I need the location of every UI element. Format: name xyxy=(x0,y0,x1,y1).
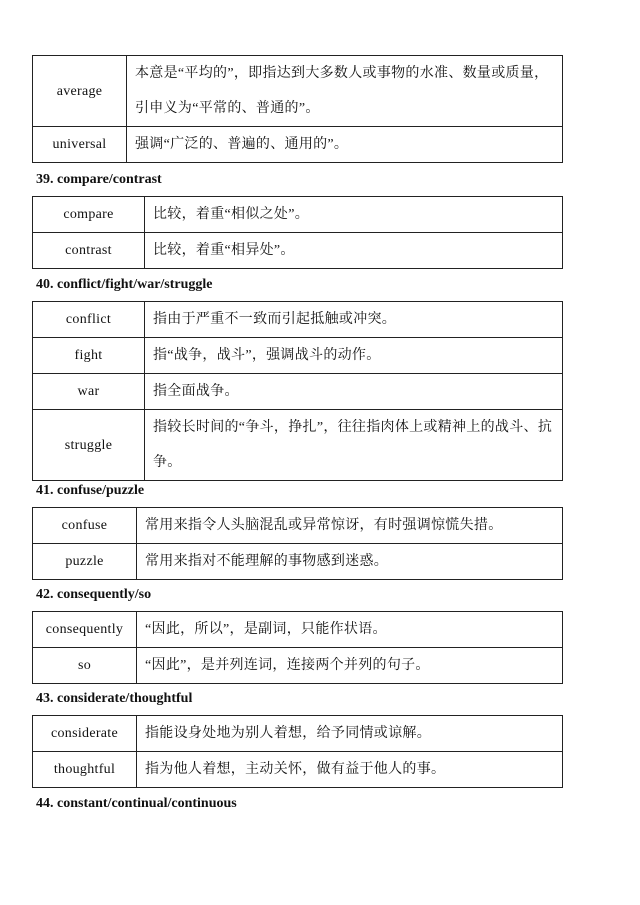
table-row xyxy=(33,410,563,481)
section-heading-44: 44. constant/continual/continuous xyxy=(36,796,237,811)
term-cell: war xyxy=(33,374,145,410)
term-cell: compare xyxy=(33,197,145,233)
table-row xyxy=(33,127,563,163)
definition-cell: 常用来指令人头脑混乱或异常惊讶，有时强调惊慌失措。 xyxy=(137,508,563,544)
section-heading-43: 43. considerate/thoughtful xyxy=(36,691,193,706)
definition-cell: 指“战争，战斗”，强调战斗的动作。 xyxy=(145,338,563,374)
table-compare-contrast xyxy=(32,196,563,269)
section-heading-40: 40. conflict/fight/war/struggle xyxy=(36,277,213,292)
table-row xyxy=(33,233,563,269)
definition-cell: 常用来指对不能理解的事物感到迷惑。 xyxy=(137,544,563,580)
term-cell: considerate xyxy=(33,716,137,752)
table-considerate-thoughtful xyxy=(32,715,563,788)
table-row xyxy=(33,302,563,338)
section-heading-41: 41. confuse/puzzle xyxy=(36,483,145,498)
table-row xyxy=(33,612,563,648)
table-conflict-fight-war-struggle xyxy=(32,301,563,481)
term-cell: average xyxy=(33,56,127,127)
definition-cell: “因此”，是并列连词，连接两个并列的句子。 xyxy=(137,648,563,684)
term-cell: thoughtful xyxy=(33,752,137,788)
definition-cell: 本意是“平均的”，即指达到大多数人或事物的水准、数量或质量，引申义为“平常的、普通的”。 xyxy=(127,56,563,127)
term-cell: struggle xyxy=(33,410,145,481)
table-row xyxy=(33,374,563,410)
definition-cell: 指能设身处地为别人着想，给予同情或谅解。 xyxy=(137,716,563,752)
term-cell: consequently xyxy=(33,612,137,648)
term-cell: conflict xyxy=(33,302,145,338)
table-row xyxy=(33,716,563,752)
term-cell: contrast xyxy=(33,233,145,269)
table-row xyxy=(33,648,563,684)
table-row xyxy=(33,197,563,233)
definition-cell: 强调“广泛的、普遍的、通用的”。 xyxy=(127,127,563,163)
term-cell: so xyxy=(33,648,137,684)
table-row xyxy=(33,508,563,544)
term-cell: puzzle xyxy=(33,544,137,580)
definition-cell: 比较，着重“相似之处”。 xyxy=(145,197,563,233)
term-cell: confuse xyxy=(33,508,137,544)
term-cell: universal xyxy=(33,127,127,163)
section-heading-39: 39. compare/contrast xyxy=(36,172,162,187)
table-confuse-puzzle xyxy=(32,507,563,580)
definition-cell: 指较长时间的“争斗，挣扎”，往往指肉体上或精神上的战斗、抗争。 xyxy=(145,410,563,481)
term-cell: fight xyxy=(33,338,145,374)
table-row xyxy=(33,56,563,127)
section-heading-42: 42. consequently/so xyxy=(36,587,152,602)
definition-cell: 比较，着重“相异处”。 xyxy=(145,233,563,269)
table-row xyxy=(33,544,563,580)
table-average-universal xyxy=(32,55,563,163)
table-row xyxy=(33,752,563,788)
definition-cell: 指由于严重不一致而引起抵触或冲突。 xyxy=(145,302,563,338)
table-row xyxy=(33,338,563,374)
definition-cell: 指为他人着想，主动关怀，做有益于他人的事。 xyxy=(137,752,563,788)
table-consequently-so xyxy=(32,611,563,684)
definition-cell: “因此，所以”，是副词，只能作状语。 xyxy=(137,612,563,648)
definition-cell: 指全面战争。 xyxy=(145,374,563,410)
